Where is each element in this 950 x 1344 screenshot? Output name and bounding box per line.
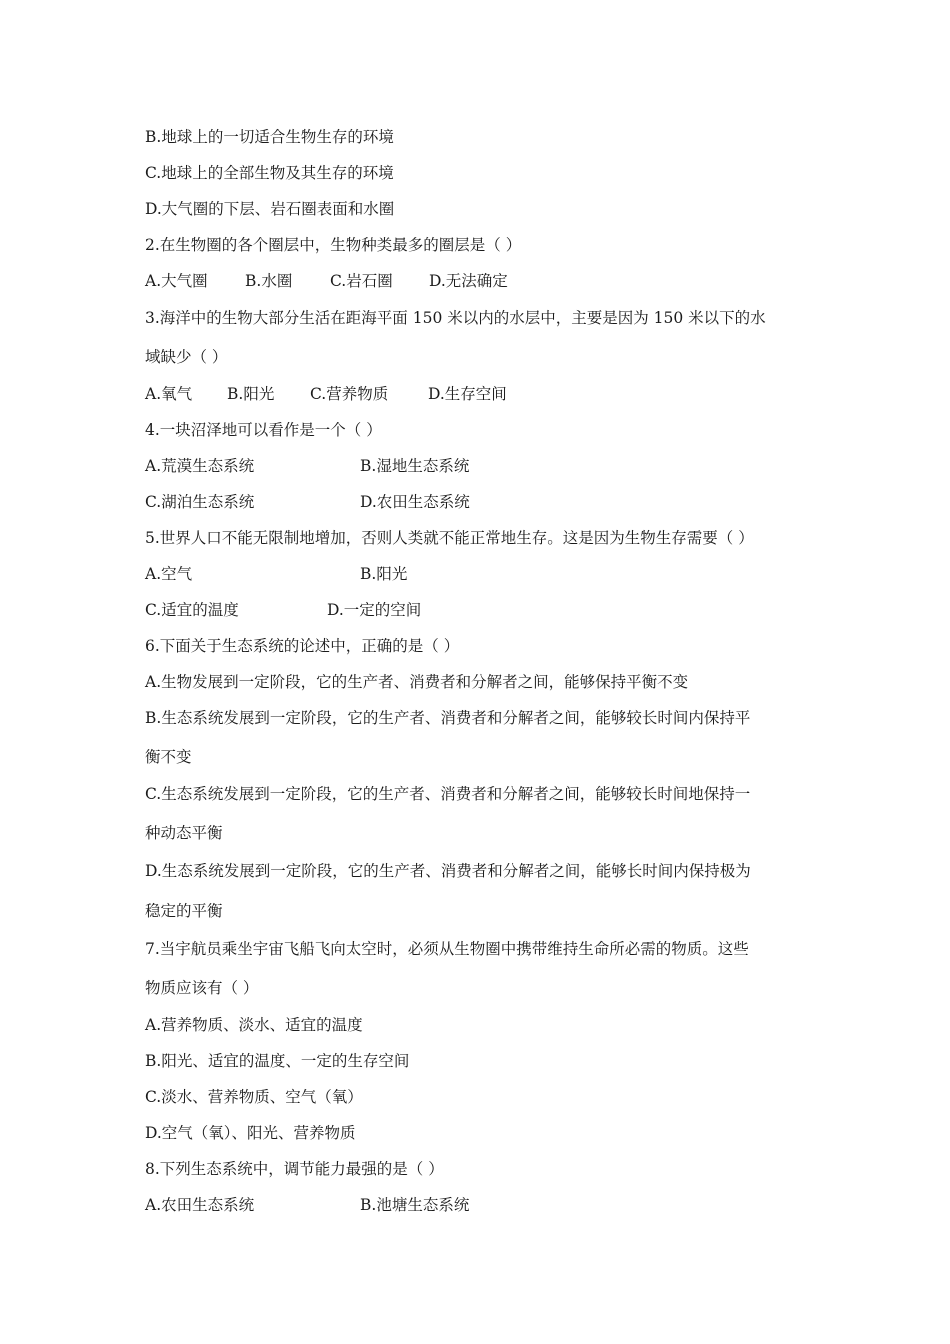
q2-option-d: D.无法确定: [429, 272, 508, 290]
q5-option-b: B.阳光: [360, 565, 408, 583]
q2-option-c: C.岩石圈: [330, 272, 393, 290]
q3-option-c: C.营养物质: [310, 385, 389, 403]
q3-stem-line2: 域缺少（ ）: [145, 348, 228, 366]
q5-option-c: C.适宜的温度: [145, 601, 239, 619]
q6-option-d-line2: 稳定的平衡: [145, 902, 223, 920]
q3-option-d: D.生存空间: [428, 385, 507, 403]
q5-option-a: A.空气: [145, 565, 193, 583]
q8-stem: 8.下列生态系统中，调节能力最强的是（ ）: [145, 1160, 444, 1178]
q1-option-c: C.地球上的全部生物及其生存的环境: [145, 164, 394, 182]
q4-stem: 4.一块沼泽地可以看作是一个（ ）: [145, 421, 382, 439]
q7-option-d: D.空气（氧）、阳光、营养物质: [145, 1124, 356, 1142]
q4-option-c: C.湖泊生态系统: [145, 493, 255, 511]
q3-stem-line1: 3.海洋中的生物大部分生活在距海平面 150 米以内的水层中，主要是因为 150 米以下的水: [145, 309, 766, 327]
q8-options-row1: [145, 1194, 469, 1216]
q7-option-b: B.阳光、适宜的温度、一定的生存空间: [145, 1052, 410, 1070]
q5-options-row2: [145, 599, 421, 621]
q5-option-d: D.一定的空间: [327, 601, 422, 619]
q3-option-b: B.阳光: [227, 385, 275, 403]
q5-options-row1: [145, 563, 407, 585]
q3-option-a: A.氧气: [145, 385, 193, 403]
q8-option-b: B.池塘生态系统: [360, 1196, 470, 1214]
q2-stem: 2.在生物圈的各个圈层中，生物种类最多的圈层是（ ）: [145, 236, 522, 254]
q7-option-a: A.营养物质、淡水、适宜的温度: [145, 1016, 363, 1034]
q6-stem: 6.下面关于生态系统的论述中，正确的是（ ）: [145, 637, 460, 655]
q6-option-a: A.生物发展到一定阶段，它的生产者、消费者和分解者之间，能够保持平衡不变: [145, 673, 689, 691]
q8-option-a: A.农田生态系统: [145, 1196, 255, 1214]
q2-option-b: B.水圈: [245, 272, 293, 290]
q6-option-c-line1: C.生态系统发展到一定阶段，它的生产者、消费者和分解者之间，能够较长时间地保持一: [145, 785, 751, 803]
q1-option-b: B.地球上的一切适合生物生存的环境: [145, 128, 394, 146]
q6-option-c-line2: 种动态平衡: [145, 824, 223, 842]
q2-option-a: A.大气圈: [145, 272, 208, 290]
q7-stem-line2: 物质应该有（ ）: [145, 979, 259, 997]
q4-option-a: A.荒漠生态系统: [145, 457, 255, 475]
q1-option-d: D.大气圈的下层、岩石圈表面和水圈: [145, 200, 395, 218]
q4-option-b: B.湿地生态系统: [360, 457, 470, 475]
q2-options: [145, 270, 508, 292]
q7-option-c: C.淡水、营养物质、空气（氧）: [145, 1088, 363, 1106]
q4-options-row2: [145, 491, 470, 513]
q6-option-d-line1: D.生态系统发展到一定阶段，它的生产者、消费者和分解者之间，能够长时间内保持极为: [145, 862, 751, 880]
q6-option-b-line1: B.生态系统发展到一定阶段，它的生产者、消费者和分解者之间，能够较长时间内保持平: [145, 709, 751, 727]
q4-option-d: D.农田生态系统: [360, 493, 470, 511]
q4-options-row1: [145, 455, 469, 477]
q5-stem: 5.世界人口不能无限制地增加，否则人类就不能正常地生存。这是因为生物生存需要（ ）: [145, 529, 754, 547]
q3-options: [145, 383, 507, 405]
q7-stem-line1: 7.当宇航员乘坐宇宙飞船飞向太空时，必须从生物圈中携带维持生命所必需的物质。这些: [145, 940, 749, 958]
q6-option-b-line2: 衡不变: [145, 748, 192, 766]
